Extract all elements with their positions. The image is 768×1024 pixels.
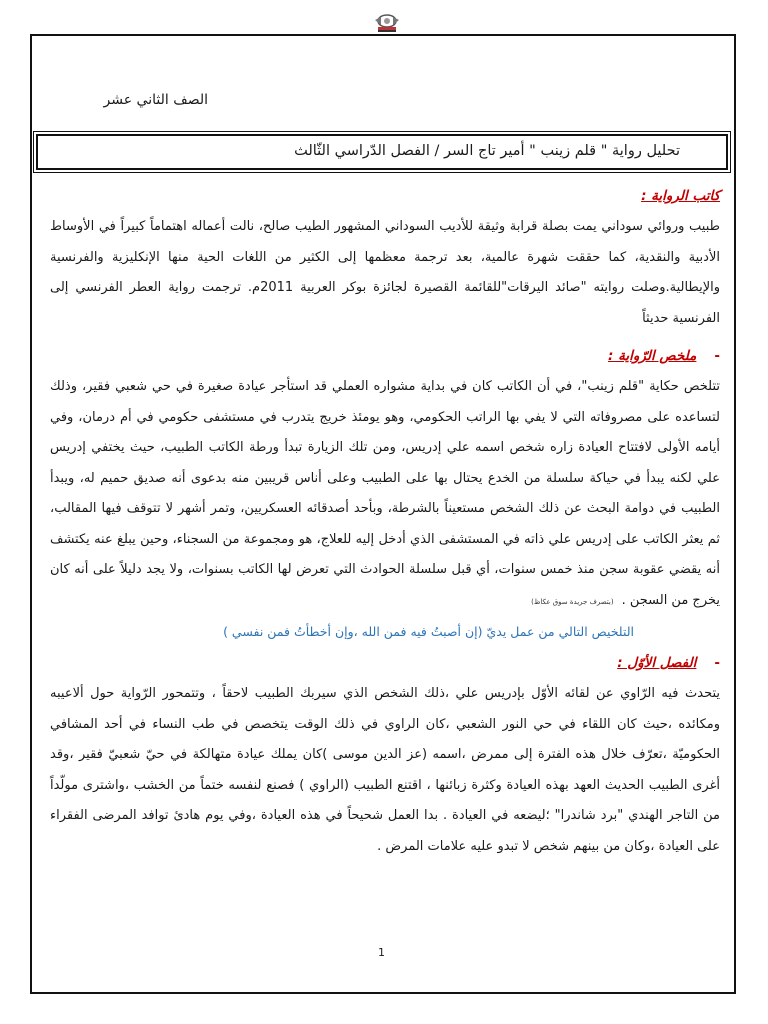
chapter-one-paragraph: يتحدث فيه الرّاوي عن لقائه الأوّل بإدريس علي ،ذلك الشخص الذي سيربك الطبيب لاحقاً ، وتتمحور الرّواية حول ألاعيبه ومكائده ،حيث كان اللقاء في حي النور الشعبي ،كان الراوي في ذلك الوقت يتخصص في طب النساء في أحد المشافي الحكوميّة ،تعرّف خلال هذه الفترة إلى ممرض ،اسمه (عز الدين موسى )كان يملك عيادة متهالكة في حيّ شعبيّ فقير ،وقد أغرى الطبيب الحديث العهد بهذه العيادة وكثرة زبائنها ، اقتنع الطبيب (الراوي ) فصنع لنفسه ختماً من الخشب ،واشترى مولّداً من التاجر الهندي "برد شاندرا" ؛ليضعه في العيادة . بدا العمل شحيحاً في هذه العيادة ،وفي يوم هادئ توافد المرضى الفقراء على العيادة ،وكان من بينهم شخص لا تبدو عليه علامات المرض .: [50, 686, 720, 854]
emblem-icon: [372, 12, 402, 34]
author-paragraph: طبيب وروائي سوداني يمت بصلة قرابة وثيقة للأديب السوداني المشهور الطيب صالح، نالت أعماله اهتماماً كبيراً في الأوساط الأدبية والنقدية، كما حققت شهرة عالمية، بعد ترجمة معظمها إلى الكثير من اللغات الحية منها الإنكليزية والفرنسية والإيطالية.وصلت روايته "صائد اليرقات"للقائمة القصيرة لجائزة بوكر العربية 2011م. ترجمت رواية العطر الفرنسي إلى الفرنسية حديثاً: [50, 219, 721, 326]
grade-label: الصف الثاني عشر: [103, 92, 208, 108]
page-title: تحليل رواية " قلم زينب " أمير تاج السر / الفصل الدّراسي الثّالث: [294, 143, 680, 159]
summary-source-note: (بتصرف جريدة سوق عكاظ): [531, 597, 614, 606]
summary-paragraph: تتلخص حكاية "قلم زينب"، في أن الكاتب كان في بداية مشواره العملي قد استأجر عيادة صغيرة في حي شعبي فقير، وذلك لتساعده على مصروفاته التي لا يفي بها الراتب الحكومي، وهو يومئذ خريج يتدرب في مستشفى حكومي في أم درمان، وفي أيامه الأولى لافتتاح العيادة زاره شخص اسمه علي إدريس، ومن تلك الزيارة تبدأ ورطة الكاتب الطبيب، حيث يختفي إدريس علي لكنه يبدأ في حياكة سلسلة من الخدع يحتال بها على الطبيب وعلى أناس قريبين منه بدعوى أنه صديق حميم له، ويبدأ الطبيب في دوامة البحث عن ذلك الشخص مستعيناً بالشرطة، وبأحد أصدقائه العسكريين، وتمر أشهر لا تتوقف فيها المقالب، ثم يعثر الكاتب على إدريس علي ذاته في المستشفى الذي أدخل إليه للعلاج، هو ومجموعة من السجناء، وحين يبلغ عنه يكتشف أنه يقضي عقوبة سجن منذ خمس سنوات، أي قبل سلسلة الحوادث التي تعرض لها الكاتب بسنوات، ولا يجد دليلاً على أنه كان يخرج من السجن .(بتصرف جريدة سوق عكاظ): [50, 379, 720, 608]
summary-bullet: -: [714, 348, 720, 364]
page-number: 1: [378, 946, 385, 959]
summary-authorship-note: التلخيص التالي من عمل يديّ (إن أصبتُ فيه فمن الله ،وإن أخطأتُ فمن نفسي ): [223, 624, 634, 639]
summary-heading: -ملخص الرّواية :: [50, 340, 720, 372]
chapter-bullet: -: [714, 655, 720, 671]
author-heading: كاتب الرواية :: [641, 188, 720, 204]
document-body: [50, 180, 720, 862]
chapter-one-heading: -الفصل الأوّل :: [50, 647, 720, 679]
